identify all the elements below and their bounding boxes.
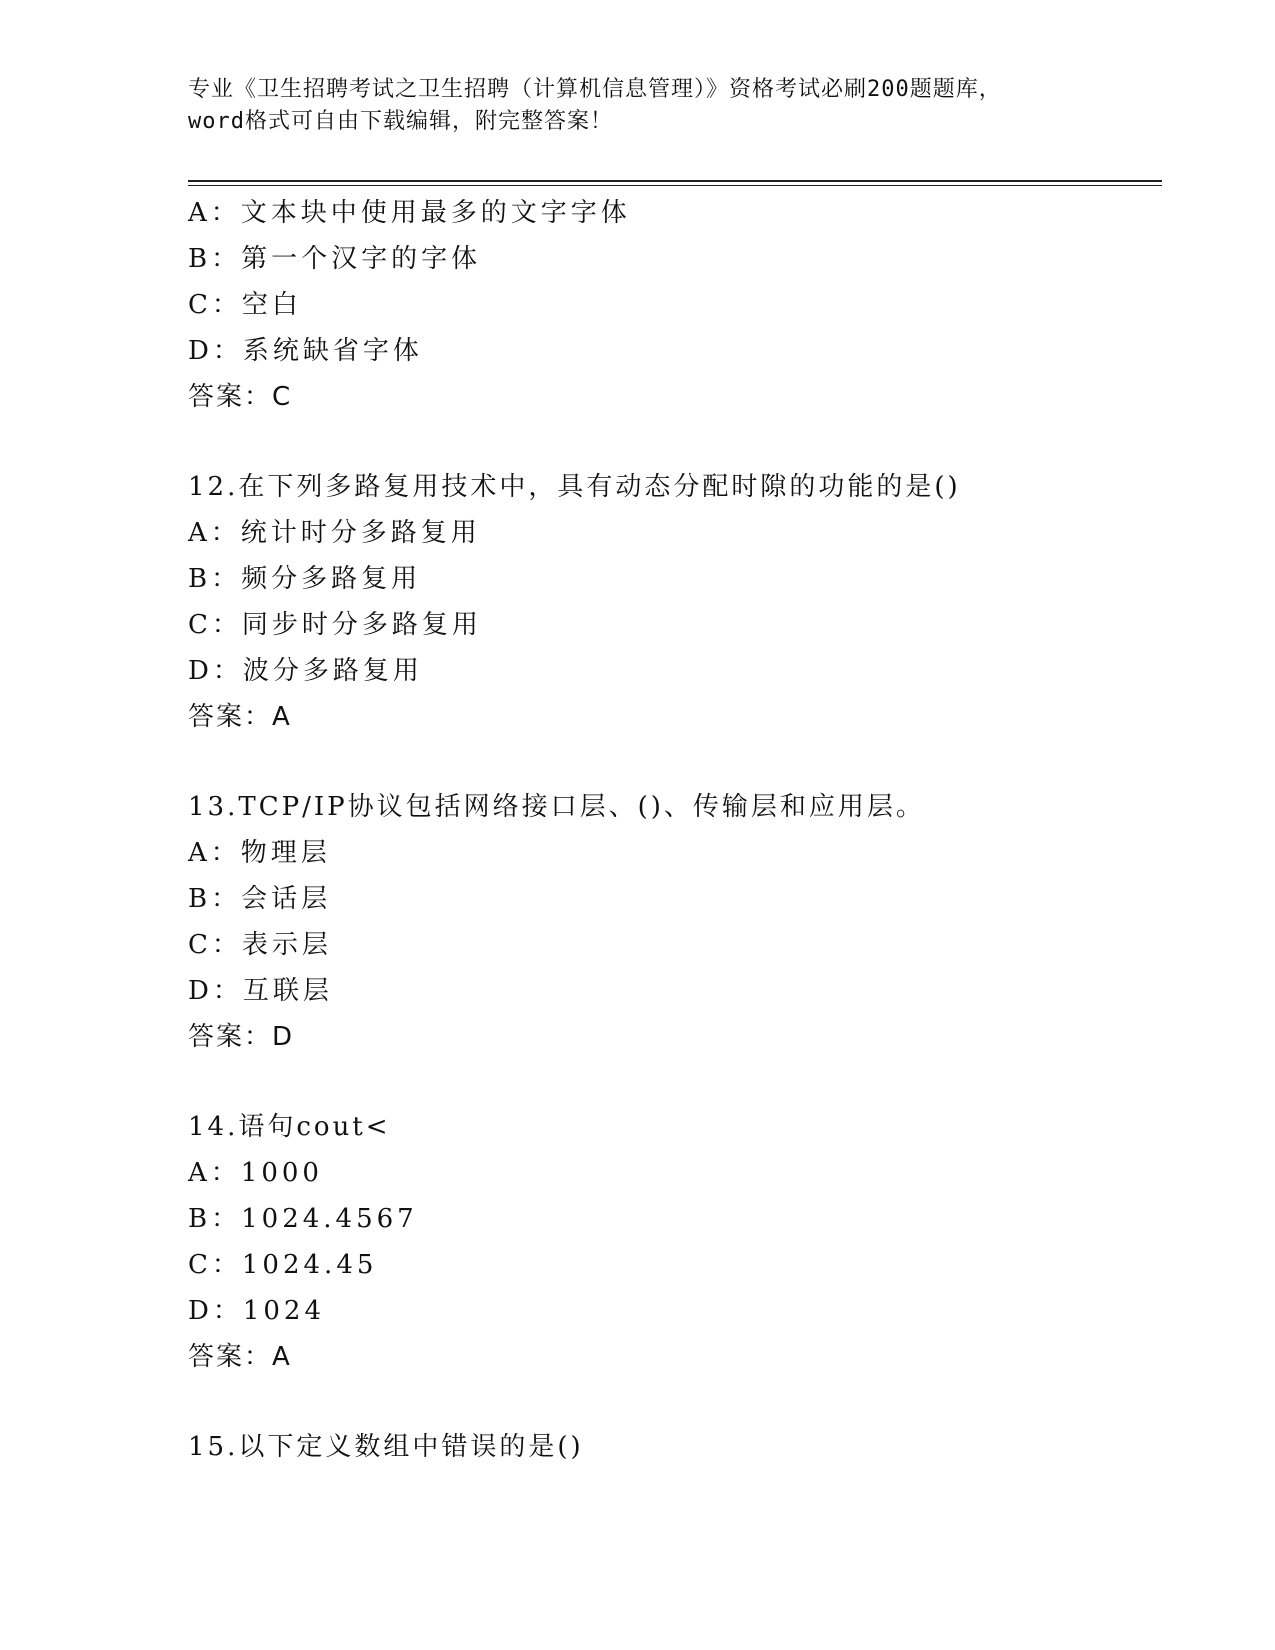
block-spacer [188,420,1148,464]
option-c: C：空白 [188,290,302,320]
document-header [188,74,1088,138]
answer-line: 答案：A [188,1342,292,1372]
option-a: A：1000 [188,1158,323,1188]
question-block-15 [188,1424,1148,1470]
answer-line: 答案：A [188,702,292,732]
option-b: B：1024.4567 [188,1204,418,1234]
option-c: C：同步时分多路复用 [188,610,482,640]
option-d: D：1024 [188,1296,326,1326]
header-divider-thick [188,180,1162,182]
question-block-13 [188,784,1148,1060]
question-block-12 [188,464,1148,740]
block-spacer [188,1060,1148,1104]
question-text: 13.TCP/IP协议包括网络接口层、()、传输层和应用层。 [188,792,925,822]
question-list [188,190,1148,1470]
option-d: D：互联层 [188,976,333,1006]
option-a: A：统计时分多路复用 [188,518,481,548]
header-title-line-2: word格式可自由下载编辑，附完整答案！ [188,109,613,134]
option-b: B：会话层 [188,884,332,914]
answer-line: 答案：D [188,1022,295,1052]
answer-line: 答案：C [188,382,293,412]
option-d: D：系统缺省字体 [188,336,423,366]
question-text: 12.在下列多路复用技术中，具有动态分配时隙的功能的是() [188,472,961,502]
question-block-14 [188,1104,1148,1380]
header-divider-thin [188,185,1162,186]
option-d: D：波分多路复用 [188,656,423,686]
option-c: C：1024.45 [188,1250,378,1280]
option-c: C：表示层 [188,930,332,960]
question-text: 14.语句cout< [188,1112,391,1142]
block-spacer [188,1380,1148,1424]
option-b: B：第一个汉字的字体 [188,244,482,274]
option-b: B：频分多路复用 [188,564,422,594]
option-a: A：文本块中使用最多的文字字体 [188,198,631,228]
header-title-line-1: 专业《卫生招聘考试之卫生招聘（计算机信息管理）》资格考试必刷200题题库， [188,77,1002,102]
block-spacer [188,740,1148,784]
question-text: 15.以下定义数组中错误的是() [188,1432,584,1462]
option-a: A：物理层 [188,838,331,868]
question-block-11 [188,190,1148,420]
